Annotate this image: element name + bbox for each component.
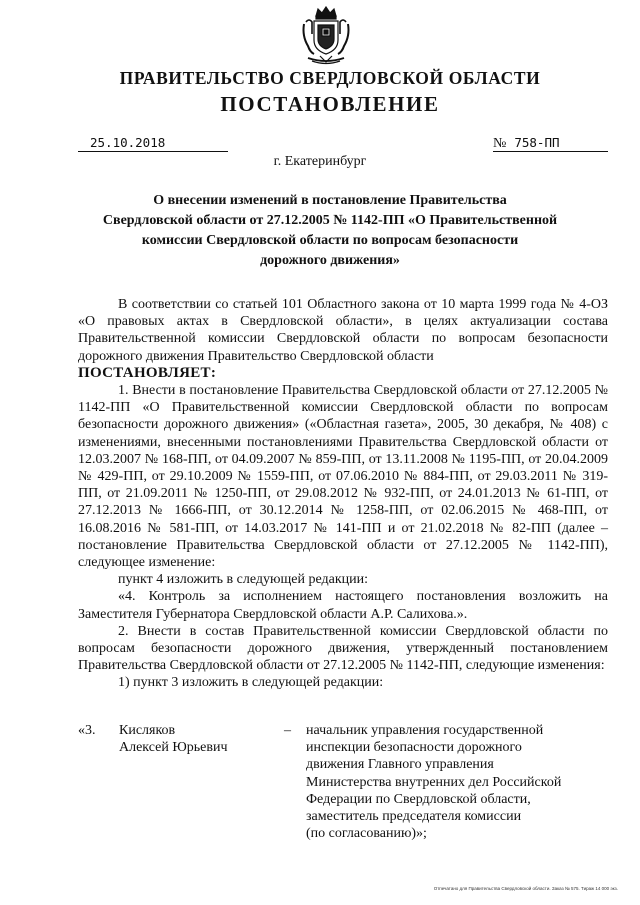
resolves-word: ПОСТАНОВЛЯЕТ: — [78, 364, 217, 381]
member-given-names: Алексей Юрьевич — [119, 740, 228, 756]
member-number: «3. — [78, 723, 96, 738]
document-date — [78, 134, 228, 152]
document-number — [493, 134, 608, 152]
item-1-paragraph: 1. Внести в постановление Правительства Свердловской области от 27.12.2005 № 1142-ПП «О Правительственной комиссии Свердловской области по вопросам безопасности дорожного движения» («Областная газета», 2005, 30 декабря, № 408) с изменениями, внесенными постановлениями Правительства Свердловской области от 12.03.2007 № 168-ПП, от 04.09.2007 № 859-ПП, от 13.11.2008 № 1195-ПП, от 20.04.2009 № 429-ПП, от 29.10.2009 № 1559-ПП, от 07.06.2010 № 884-ПП, от 29.03.2011 № 319-ПП, от 21.09.2011 № 1250-ПП, от 29.08.2012 № 932-ПП, от 24.01.2013 № 61-ПП, от 27.12.2013 № 1666-ПП, от 30.12.2014 № 1258-ПП, от 02.06.2015 № 468-ПП, от 16.08.2016 № 581-ПП, от 14.03.2017 № 141-ПП и от 21.02.2018 № 82-ПП (далее – постановление Правительства Свердловской области от 27.12.2005 № 1142-ПП), следующее изменение: — [78, 383, 608, 571]
item-2-sub: 1) пункт 3 изложить в следующей редакции: — [118, 675, 384, 691]
coat-of-arms-icon — [300, 6, 352, 66]
position-line: инспекции безопасности дорожного — [306, 740, 522, 756]
position-line: движения Главного управления — [306, 757, 494, 773]
preamble-paragraph: В соответствии со статьей 101 Областного закона от 10 марта 1999 года № 4-ОЗ «О правовых актах в Свердловской области», в целях актуализации состава Правительственной комиссии Свердловской области по вопросам безопасности дорожного движения Правительство Свердловской области — [78, 297, 608, 364]
heading-line: О внесении изменений в постановление Правительства — [153, 193, 507, 208]
document-heading — [70, 191, 590, 271]
member-surname: Кисляков — [119, 723, 176, 738]
position-line: (по согласованию)»; — [306, 826, 427, 842]
heading-line: Свердловской области от 27.12.2005 № 1142-ПП «О Правительственной — [102, 213, 558, 228]
government-title: ПРАВИТЕЛЬСТВО СВЕРДЛОВСКОЙ ОБЛАСТИ — [119, 68, 541, 88]
document-type: ПОСТАНОВЛЕНИЕ — [220, 92, 440, 116]
position-line: Федерации по Свердловской области, — [306, 791, 531, 807]
heading-line: комиссии Свердловской области по вопросам безопасности — [141, 233, 519, 248]
position-line: начальник управления государственной — [306, 723, 544, 738]
item-2-paragraph: 2. Внести в состав Правительственной комиссии Свердловской области по вопросам безопасности дорожного движения, утвержденный постановлением Правительства Свердловской области от 27.12.2005 № 1142-ПП, следующие изменения: — [78, 623, 608, 674]
position-line: Министерства внутренних дел Российской — [306, 774, 562, 790]
document-body — [78, 296, 608, 692]
member-position — [306, 722, 606, 842]
print-note: Отпечатано для Правительства Свердловской области. Заказ № 575. Тираж 14 000 экз. — [433, 886, 618, 891]
item-1-quote: «4. Контроль за исполнением настоящего постановления возложить на Заместителя Губернатора Свердловской области А.Р. Салихова.». — [78, 589, 608, 622]
date-value: 25.10.2018 — [90, 135, 166, 150]
position-line: заместитель председателя комиссии — [306, 809, 522, 825]
member-dash: – — [284, 723, 291, 738]
item-1-sub: пункт 4 изложить в следующей редакции: — [118, 572, 368, 588]
number-value: 758-ПП — [514, 135, 560, 150]
number-sign: № — [493, 136, 507, 151]
member-name — [119, 722, 289, 756]
commission-member — [78, 722, 608, 842]
city: г. Екатеринбург — [273, 154, 367, 169]
heading-line: дорожного движения» — [260, 253, 400, 268]
